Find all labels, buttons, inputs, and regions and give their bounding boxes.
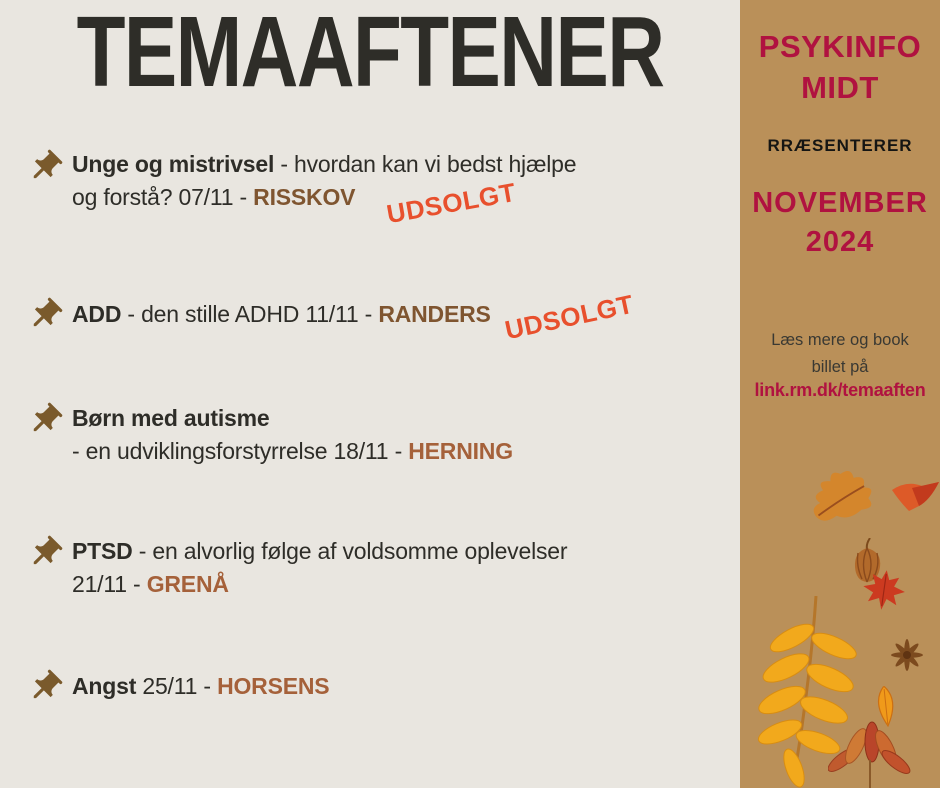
event-item-unge-og-mistrivsel	[72, 148, 672, 214]
event-city: GRENÅ	[146, 571, 229, 597]
event-city: HERNING	[408, 438, 513, 464]
event-line	[72, 535, 672, 568]
event-item-angst	[72, 670, 672, 703]
event-title: Angst	[72, 673, 137, 699]
maple-leaf-icon	[857, 567, 910, 613]
event-item-ptsd	[72, 535, 672, 601]
event-title: Unge og mistrivsel	[72, 151, 275, 177]
creeper-leaf-icon	[828, 716, 912, 788]
event-line	[72, 148, 672, 181]
pushpin-icon	[26, 401, 64, 439]
oak-leaf-icon	[800, 458, 883, 530]
cta-line1: Læs mere og book	[771, 331, 909, 349]
cta-line2: billet på	[811, 358, 869, 376]
event-item-born-med-autisme	[72, 402, 672, 468]
brand-name	[740, 26, 940, 108]
event-description: - en udviklingsforstyrrelse 18/11 -	[72, 438, 409, 464]
event-city: RISSKOV	[253, 184, 356, 210]
event-date: 25/11 -	[136, 673, 218, 699]
sidebar	[740, 0, 940, 788]
event-date: 21/11 -	[72, 571, 147, 597]
soldout-badge: UDSOLGT	[502, 288, 637, 346]
pushpin-icon	[26, 668, 64, 706]
brand-line1: PSYKINFO	[758, 29, 922, 64]
pushpin-icon	[26, 296, 64, 334]
soldout-badge: UDSOLGT	[384, 176, 519, 230]
page-title: TEMAAFTENER	[76, 0, 664, 108]
month-label	[740, 184, 940, 262]
event-title: ADD	[72, 301, 122, 327]
month-line2: 2024	[805, 226, 875, 258]
event-city: RANDERS	[378, 301, 491, 327]
event-title: Børn med autisme	[72, 405, 270, 431]
event-city: HORSENS	[217, 673, 330, 699]
event-line	[72, 402, 672, 435]
booking-link: link.rm.dk/temaaften	[754, 380, 926, 400]
pushpin-icon	[26, 148, 64, 186]
event-line	[72, 435, 672, 468]
event-description: - en alvorlig følge af voldsomme oplevelser	[132, 538, 568, 564]
event-line	[72, 568, 672, 601]
event-title: PTSD	[72, 538, 133, 564]
event-line	[72, 181, 672, 214]
red-leaf-fragment-icon	[892, 480, 940, 514]
month-line1: NOVEMBER	[752, 187, 928, 219]
pushpin-icon	[26, 534, 64, 572]
event-line	[72, 670, 672, 703]
presents-label: RRÆSENTERER	[767, 136, 913, 155]
event-description: - den stille ADHD 11/11 -	[121, 301, 379, 327]
event-date: og forstå? 07/11 -	[72, 184, 254, 210]
brand-line2: MIDT	[801, 70, 879, 105]
event-description: - hvordan kan vi bedst hjælpe	[274, 151, 577, 177]
star-anise-icon	[888, 638, 926, 672]
cta-text	[740, 327, 940, 381]
